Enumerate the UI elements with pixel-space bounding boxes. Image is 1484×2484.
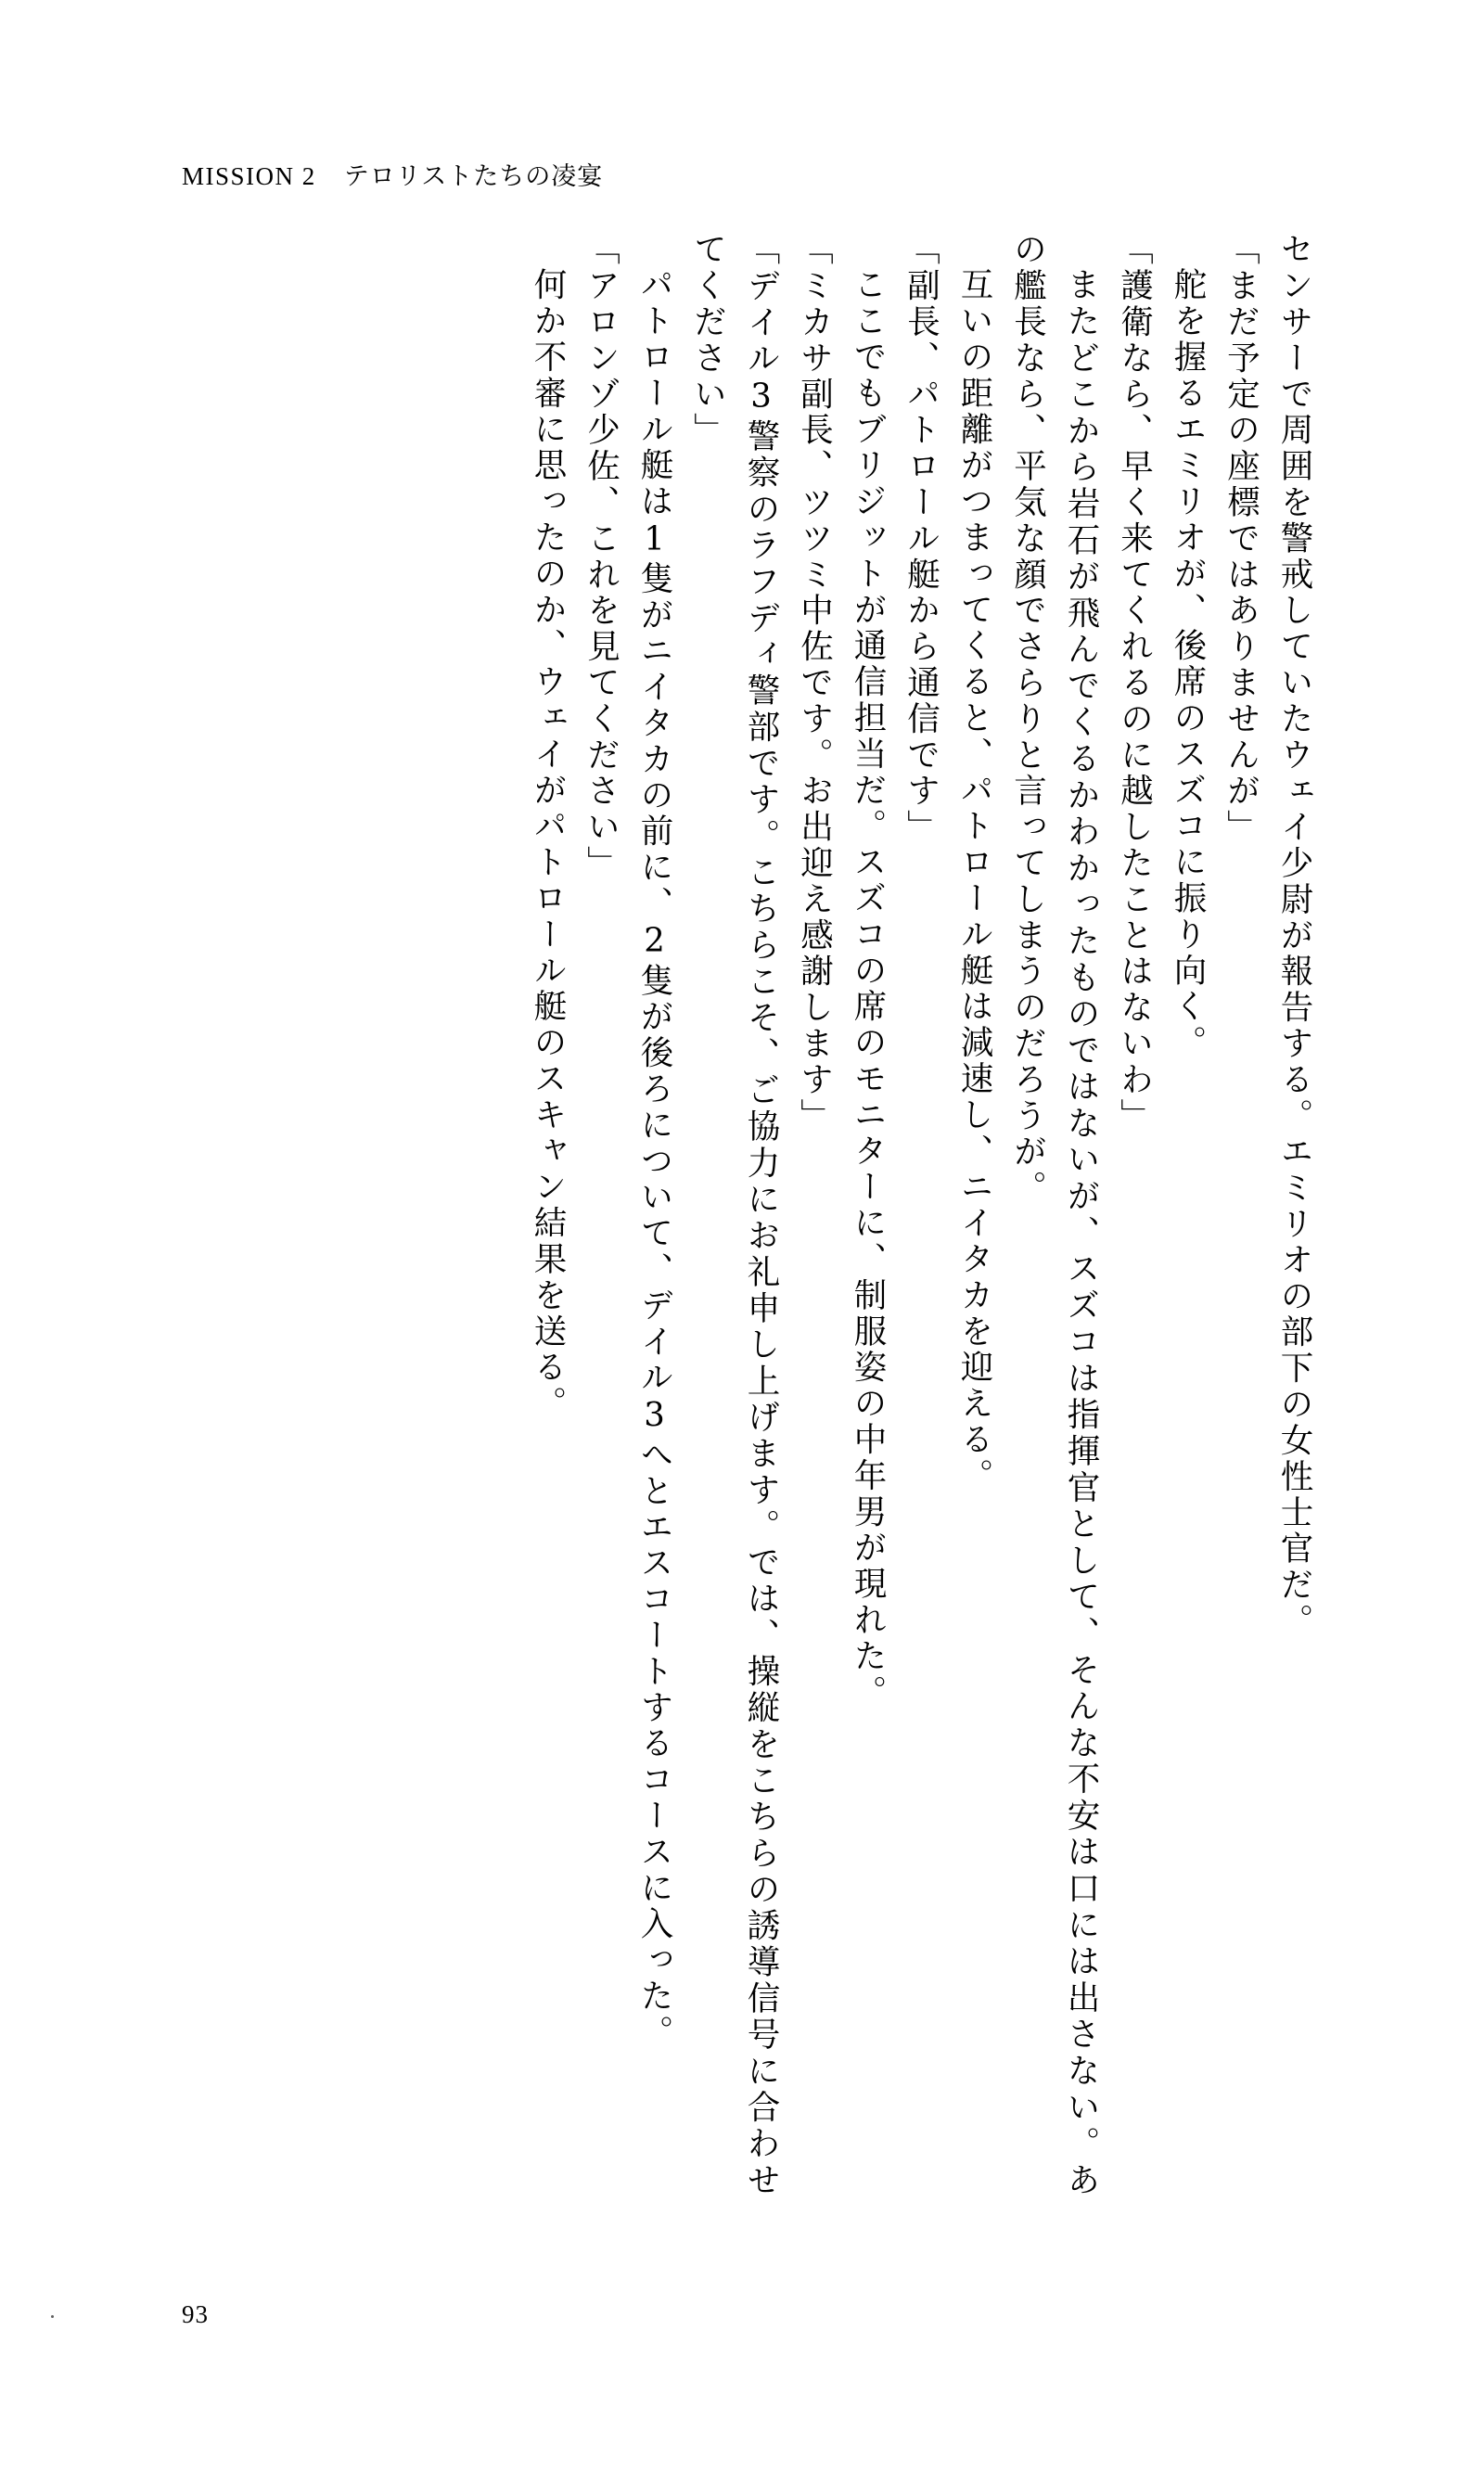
running-head bbox=[182, 156, 603, 192]
body-text bbox=[521, 232, 1322, 2198]
paragraph: 「ミカサ副長、ツツミ中佐です。お出迎え感謝します」 bbox=[795, 232, 834, 1134]
paragraph: 「デイル3警察のラフディ警部です。こちらこそ、ご協力にお礼申し上げます。では、操縦をこちらの誘導信号に合わせてください」 bbox=[688, 232, 780, 2198]
paragraph: パトロール艇は1隻がニイタカの前に、2隻が後ろについて、デイル3へとエスコートするコースに入った。 bbox=[635, 267, 673, 2051]
page-number: 93 bbox=[182, 2300, 209, 2328]
paragraph: 「護衛なら、早く来てくれるのに越したことはないわ」 bbox=[1115, 232, 1154, 1134]
paragraph: 「アロンゾ少佐、これを見てください」 bbox=[582, 232, 620, 882]
chapter-title: テロリストたちの凌宴 bbox=[343, 162, 604, 191]
paper-speck bbox=[51, 2315, 54, 2318]
paragraph: 何か不審に思ったのか、ウェイがパトロール艇のスキャン結果を送る。 bbox=[529, 267, 567, 1422]
paragraph: センサーで周囲を警戒していたウェイ少尉が報告する。エミリオの部下の女性士官だ。 bbox=[1275, 232, 1313, 1640]
paragraph: 舵を握るエミリオが、後席のスズコに振り向く。 bbox=[1169, 267, 1207, 1061]
paragraph: 「副長、パトロール艇から通信です」 bbox=[902, 232, 940, 846]
paragraph: またどこから岩石が飛んでくるかわかったものではないが、スズコは指揮官として、そんな不安は口には出さない。あの艦長なら、平気な顔でさらりと言ってしまうのだろうが。 bbox=[1008, 232, 1100, 2198]
mission-label: MISSION 2 bbox=[182, 162, 316, 190]
paragraph: 互いの距離がつまってくると、パトロール艇は減速し、ニイタカを迎える。 bbox=[955, 267, 993, 1494]
paragraph: ここでもブリジットが通信担当だ。スズコの席のモニターに、制服姿の中年男が現れた。 bbox=[849, 267, 887, 1710]
paragraph: 「まだ予定の座標ではありませんが」 bbox=[1222, 232, 1260, 846]
